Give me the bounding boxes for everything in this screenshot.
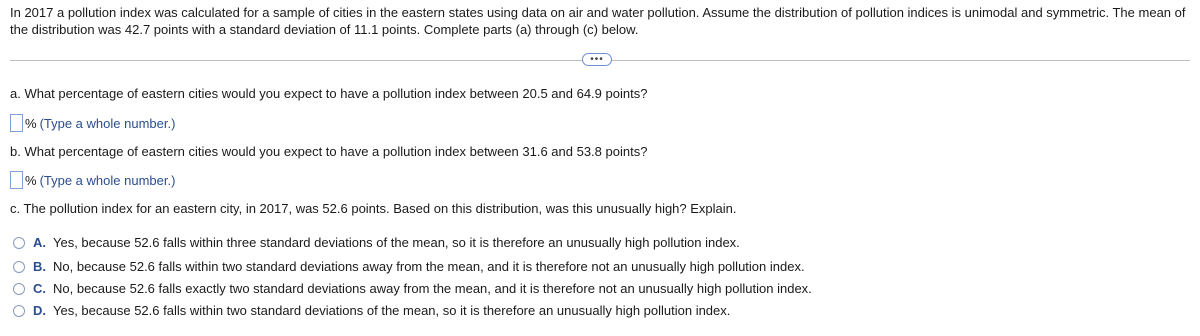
option-c-radio[interactable] [13, 283, 25, 295]
part-a-answer-row [10, 114, 175, 132]
part-b-unit: % [25, 172, 37, 188]
option-c-text: No, because 52.6 falls exactly two standard deviations away from the mean, and it is therefore not an unusually high pollution index. [53, 281, 812, 296]
option-b[interactable] [13, 259, 805, 274]
expand-more-button[interactable]: ••• [582, 53, 612, 66]
option-a-text: Yes, because 52.6 falls within three standard deviations of the mean, so it is therefore an unusually high pollution index. [53, 235, 740, 250]
option-d-radio[interactable] [13, 305, 25, 317]
option-a[interactable] [13, 235, 740, 250]
option-b-radio[interactable] [13, 261, 25, 273]
part-a-hint: (Type a whole number.) [39, 115, 176, 131]
part-a-question: a. What percentage of eastern cities would you expect to have a pollution index between 20.5 and 64.9 points? [10, 86, 648, 101]
option-d[interactable] [13, 303, 730, 318]
option-b-text: No, because 52.6 falls within two standard deviations away from the mean, and it is therefore not an unusually high pollution index. [53, 259, 805, 274]
option-a-radio[interactable] [13, 237, 25, 249]
option-d-letter: D. [33, 303, 46, 318]
part-c-question: c. The pollution index for an eastern city, in 2017, was 52.6 points. Based on this distribution, was this unusually high? Explain. [10, 201, 737, 216]
option-b-letter: B. [33, 259, 46, 274]
part-b-hint: (Type a whole number.) [39, 172, 176, 188]
option-a-letter: A. [33, 235, 46, 250]
part-b-answer-input[interactable] [10, 171, 23, 189]
option-c-letter: C. [33, 281, 46, 296]
part-b-answer-row [10, 171, 175, 189]
part-b-question: b. What percentage of eastern cities would you expect to have a pollution index between 31.6 and 53.8 points? [10, 144, 648, 159]
problem-statement: In 2017 a pollution index was calculated for a sample of cities in the eastern states using data on air and water pollution. Assume the distribution of pollution indices is unimodal and symmetric. The mean of the distribution was 42.7 points with a standard deviation of 11.1 points. Complete parts (a) through (c) below. [10, 5, 1186, 37]
option-c[interactable] [13, 281, 812, 296]
option-d-text: Yes, because 52.6 falls within two standard deviations of the mean, so it is therefore an unusually high pollution index. [53, 303, 731, 318]
part-a-answer-input[interactable] [10, 114, 23, 132]
part-a-unit: % [25, 115, 37, 131]
